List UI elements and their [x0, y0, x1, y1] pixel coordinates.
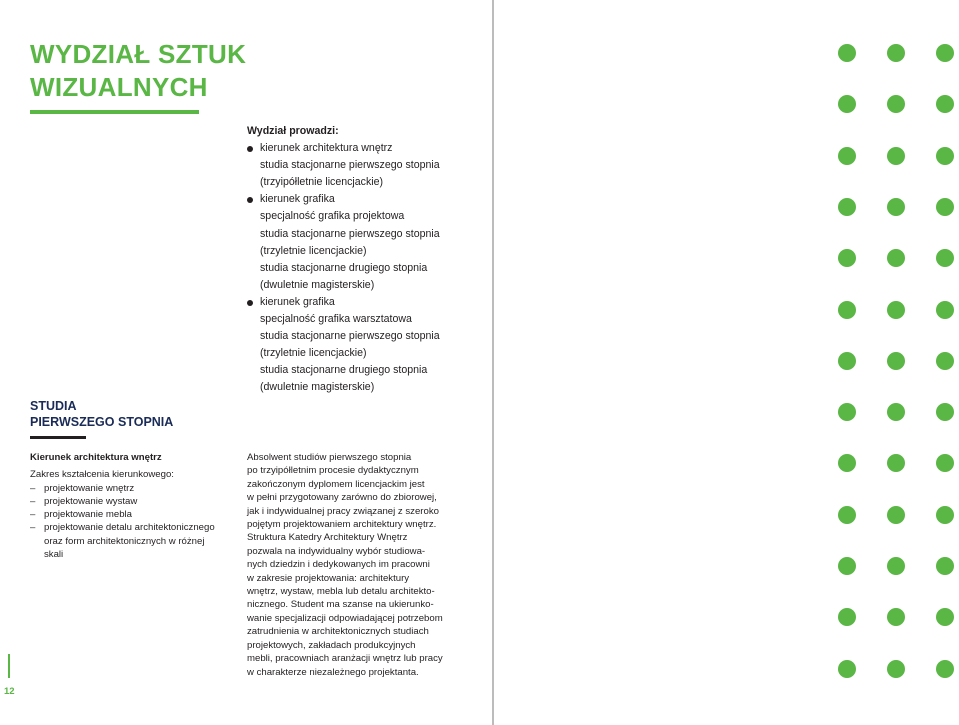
decorative-dot: [887, 147, 905, 165]
decorative-dot: [887, 95, 905, 113]
program-line: (trzyletnie licencjackie): [260, 347, 367, 360]
page-number: 12: [4, 686, 15, 697]
decorative-dot: [936, 660, 954, 678]
program-line: studia stacjonarne pierwszego stopnia: [260, 330, 440, 343]
paragraph-line: w zakresie projektowania: architektury: [247, 572, 410, 584]
program-line: kierunek grafika: [260, 295, 335, 308]
program-line: kierunek architektura wnętrz: [260, 142, 393, 155]
program-line: specjalność grafika warsztatowa: [260, 313, 412, 326]
program-line: studia stacjonarne drugiego stopnia: [260, 364, 428, 377]
paragraph-line: zakończonym dyplomem licencjackim jest: [247, 478, 425, 490]
decorative-dot: [887, 454, 905, 472]
program-scope-column: [30, 451, 230, 561]
decorative-dot: [838, 249, 856, 267]
title-line-1: WYDZIAŁ SZTUK: [30, 39, 247, 69]
decorative-dot: [936, 198, 954, 216]
scope-item: [30, 508, 230, 521]
page-spread-divider: [492, 0, 494, 725]
section-heading-line-1: STUDIA: [30, 399, 77, 413]
scope-item-line: skali: [44, 549, 64, 561]
programs-intro: Wydział prowadzi:: [247, 125, 339, 137]
program-item: [247, 140, 472, 191]
program-heading: Kierunek architektura wnętrz: [30, 452, 162, 463]
decorative-dot: [887, 403, 905, 421]
paragraph-line: wanie specjalizacji odpowiadającej potrzebom: [247, 612, 443, 624]
bullet-icon: [247, 146, 253, 152]
decorative-dot: [936, 44, 954, 62]
decorative-dot: [936, 352, 954, 370]
program-line: studia stacjonarne pierwszego stopnia: [260, 227, 440, 240]
scope-item: [30, 482, 230, 495]
paragraph-line: po trzyipółletnim procesie dydaktycznym: [247, 465, 419, 477]
program-line: (dwuletnie magisterskie): [260, 278, 375, 291]
paragraph-line: Struktura Katedry Architektury Wnętrz: [247, 532, 408, 544]
decorative-dot: [887, 557, 905, 575]
program-item: [247, 191, 472, 294]
decorative-dot: [887, 660, 905, 678]
scope-item-line: – projektowanie detalu architektonicznego: [44, 522, 215, 534]
program-line: (trzyletnie licencjackie): [260, 244, 367, 257]
decorative-dot: [838, 454, 856, 472]
paragraph-line: w pełni przygotowany zarówno do zbiorowej,: [247, 492, 437, 504]
program-line: (dwuletnie magisterskie): [260, 381, 375, 394]
bullet-icon: [247, 197, 253, 203]
decorative-dot: [936, 249, 954, 267]
decorative-dot: [838, 506, 856, 524]
section-heading: [30, 398, 173, 430]
decorative-dot: [838, 198, 856, 216]
scope-label: Zakres kształcenia kierunkowego:: [30, 469, 174, 481]
bullet-icon: [247, 300, 253, 306]
paragraph-line: w charakterze niezależnego projektanta.: [247, 666, 419, 678]
decorative-dot: [887, 506, 905, 524]
decorative-dot: [887, 608, 905, 626]
decorative-dot: [936, 557, 954, 575]
graduate-description: [247, 451, 472, 679]
paragraph-line: jak i indywidualnej pracy związanej z szeroko: [247, 505, 439, 517]
paragraph-line: mebli, pracowniach aranżacji wnętrz lub pracy: [247, 653, 443, 665]
decorative-dot: [936, 147, 954, 165]
page-number-bar: [8, 654, 10, 678]
decorative-dot: [838, 608, 856, 626]
scope-item: [30, 521, 230, 561]
scope-item: [30, 495, 230, 508]
program-item: [247, 294, 472, 397]
paragraph-line: projektowych, zakładach produkcyjnych: [247, 639, 416, 651]
program-line: studia stacjonarne drugiego stopnia: [260, 261, 428, 274]
program-line: kierunek grafika: [260, 193, 335, 206]
decorative-dot: [887, 352, 905, 370]
decorative-dot: [936, 454, 954, 472]
scope-list: [30, 482, 230, 562]
section-heading-line-2: PIERWSZEGO STOPNIA: [30, 415, 174, 429]
scope-item-line: projektowanie wystaw: [44, 495, 138, 507]
programs-list: [247, 140, 472, 396]
program-line: (trzyipółletnie licencjackie): [260, 176, 384, 189]
decorative-dot: [838, 352, 856, 370]
paragraph-line: pozwala na indywidualny wybór studiowa-: [247, 545, 426, 557]
decorative-dot-grid: [838, 44, 959, 684]
decorative-dot: [838, 147, 856, 165]
programs-list-block: [247, 123, 472, 397]
program-line: studia stacjonarne pierwszego stopnia: [260, 159, 440, 172]
decorative-dot: [838, 557, 856, 575]
decorative-dot: [936, 403, 954, 421]
page-title: [30, 38, 246, 104]
decorative-dot: [887, 44, 905, 62]
scope-item-line: oraz form architektonicznych w różnej: [44, 535, 205, 547]
section-underline: [30, 436, 86, 439]
decorative-dot: [887, 198, 905, 216]
decorative-dot: [936, 608, 954, 626]
decorative-dot: [936, 301, 954, 319]
decorative-dot: [838, 403, 856, 421]
paragraph-line: Absolwent studiów pierwszego stopnia: [247, 452, 412, 463]
scope-item-line: projektowanie mebla: [44, 509, 132, 521]
decorative-dot: [838, 660, 856, 678]
paragraph-line: wnętrz, wystaw, mebla lub detalu architekto-: [247, 586, 435, 598]
decorative-dot: [838, 95, 856, 113]
paragraph-line: nicznego. Student ma szanse na ukierunko-: [247, 599, 434, 611]
decorative-dot: [887, 249, 905, 267]
title-line-2: WIZUALNYCH: [30, 72, 208, 102]
program-line: specjalność grafika projektowa: [260, 210, 405, 223]
paragraph-line: zatrudnienia w architektonicznych studiach: [247, 626, 429, 638]
decorative-dot: [838, 301, 856, 319]
decorative-dot: [838, 44, 856, 62]
paragraph-line: pojętym projektowaniem architektury wnętrz.: [247, 519, 437, 531]
title-underline: [30, 110, 199, 114]
paragraph-line: nych dziedzin i dedykowanych im pracowni: [247, 559, 430, 571]
decorative-dot: [936, 95, 954, 113]
decorative-dot: [936, 506, 954, 524]
decorative-dot: [887, 301, 905, 319]
scope-item-line: projektowanie wnętrz: [44, 482, 135, 494]
